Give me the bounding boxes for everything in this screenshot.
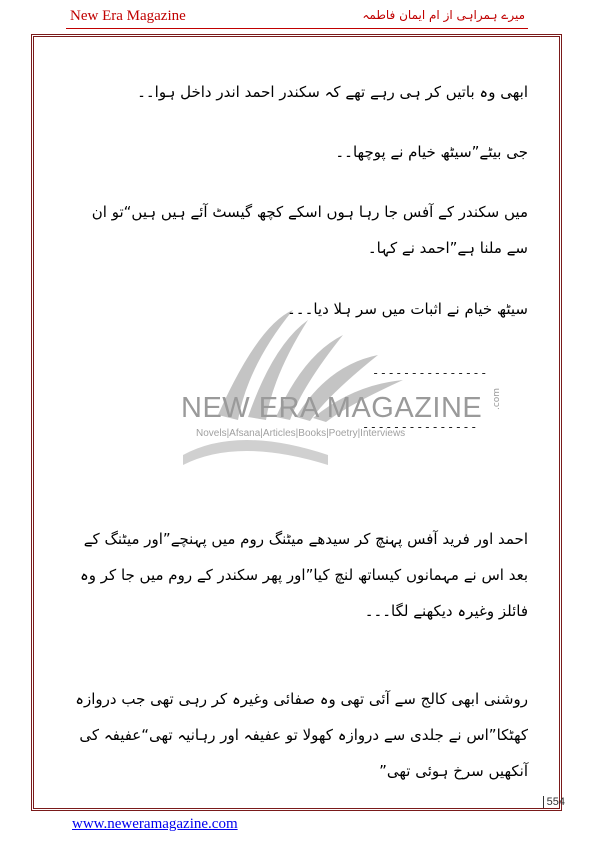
watermark-title: NEW ERA MAGAZINE [181,392,483,424]
paragraph-3: میں سکندر کے آفس جا رہا ہوں اسکے کچھ گیسٹ آئے ہیں ہیں“تو ان سے ملنا ہے”احمد نے کہا۔ [91,203,528,257]
paragraph-4: سیٹھ خیام نے اثبات میں سر ہلا دیا۔۔۔ [286,300,528,318]
paragraph-6: روشنی ابھی کالج سے آئی تھی وہ صفائی وغیرہ کر رہی تھی جب دروازہ کھٹکا”اس نے جلدی سے دروازہ کھولا تو عفیفہ اور رہانیہ تھی“عفیفہ کی آنکھیں سرخ ہوئی تھی” [75,690,528,780]
paragraph-2: جی بیٹے”سیٹھ خیام نے پوچھا۔۔ [335,143,528,161]
book-logo-watermark [178,305,478,475]
header-divider [66,28,528,29]
paragraph-1: ابھی وہ باتیں کر ہی رہے تھے کہ سکندر احمد اندر داخل ہوا۔۔ [137,83,528,101]
separator-1: --------------- [372,366,488,380]
novel-header-title: میرے ہمراہی از ام ایمان فاطمہ [362,8,525,22]
website-link[interactable]: www.neweramagazine.com [72,816,238,832]
magazine-header-title: New Era Magazine [70,8,186,24]
watermark-suffix: .com [492,387,503,411]
paragraph-5: احمد اور فرید آفس پہنچ کر سیدھے میٹنگ روم میں پہنچے”اور میٹنگ کے بعد اس نے مہمانوں کیساتھ لنچ کیا”اور پھر سکندر کے روم میں جا کر وہ فائلز وغیرہ دیکھنے لگا۔۔۔ [79,530,528,620]
watermark-subtitle: Novels|Afsana|Articles|Books|Poetry|Interviews [196,428,406,439]
page-number: 554 [543,796,565,808]
separator-2: --------------- [362,420,478,434]
